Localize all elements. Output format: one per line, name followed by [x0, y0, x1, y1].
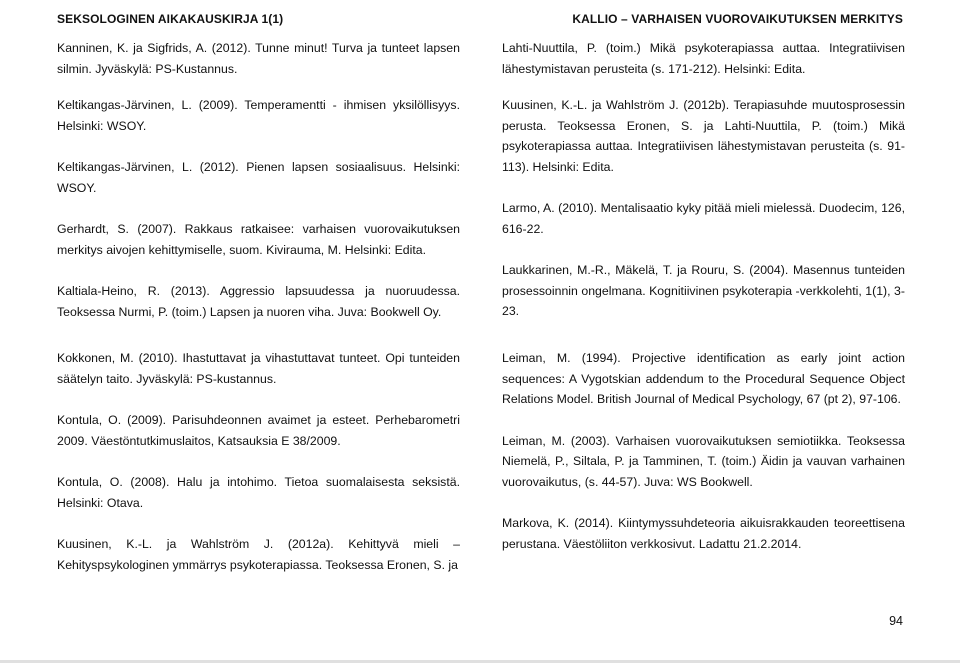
- reference-entry: Keltikangas-Järvinen, L. (2012). Pienen lapsen sosiaalisuus. Helsinki: WSOY.: [57, 160, 460, 195]
- reference-entry: Leiman, M. (1994). Projective identification as early joint action sequences: A Vygotskian addendum to the Procedural Sequence Object Relations Model. British Journal of Medical Psychology, 67 (pt 2), 97-106.: [502, 351, 905, 406]
- reference-entry: Markova, K. (2014). Kiintymyssuhdeteoria aikuisrakkauden teoreettisena perustana. Väestöliiton verkkosivut. Ladattu 21.2.2014.: [502, 516, 905, 551]
- reference-entry: Keltikangas-Järvinen, L. (2009). Temperamentti - ihmisen yksilöllisyys. Helsinki: WSOY.: [57, 98, 460, 133]
- reference-entry: Kontula, O. (2009). Parisuhdeonnen avaimet ja esteet. Perhebarometri 2009. Väestöntutkimuslaitos, Katsauksia E 38/2009.: [57, 413, 460, 448]
- reference-entry: Kuusinen, K.-L. ja Wahlström J. (2012b). Terapiasuhde muutosprosessin perusta. Teoksessa Eronen, S. ja Lahti-Nuuttila, P. (toim.) Mikä psykoterapiassa auttaa. Integratiivisen lähestymistavan perusteita (s. 91-113). Helsinki: Edita.: [502, 98, 905, 174]
- reference-column-top-left: [57, 38, 460, 79]
- reference-entry: Kuusinen, K.-L. ja Wahlström J. (2012a). Kehittyvä mieli – Kehityspsykologinen ymmärrys psykoterapiassa. Teoksessa Eronen, S. ja: [57, 537, 460, 572]
- reference-entry: Kokkonen, M. (2010). Ihastuttavat ja vihastuttavat tunteet. Opi tunteiden säätelyn taito. Jyväskylä: PS-kustannus.: [57, 351, 460, 386]
- journal-title: SEKSOLOGINEN AIKAKAUSKIRJA 1(1): [57, 12, 284, 26]
- reference-entry: Leiman, M. (2003). Varhaisen vuorovaikutuksen semiotiikka. Teoksessa Niemelä, P., Siltala, P. ja Tamminen, T. (toim.) Äidin ja vauvan varhainen vuorovaikutus, (s. 44-57). Juva: WS Bookwell.: [502, 433, 905, 489]
- reference-entry: Kanninen, K. ja Sigfrids, A. (2012). Tunne minut! Turva ja tunteet lapsen silmin. Jyväskylä: PS-Kustannus.: [57, 41, 460, 76]
- reference-entry: Kontula, O. (2008). Halu ja intohimo. Tietoa suomalaisesta seksistä. Helsinki: Otava.: [57, 475, 460, 510]
- reference-column-bottom-right: [502, 348, 905, 554]
- reference-entry: Larmo, A. (2010). Mentalisaatio kyky pitää mieli mielessä. Duodecim, 126, 616-22.: [502, 201, 905, 236]
- reference-column-bottom-left: [57, 348, 460, 575]
- article-running-title: KALLIO – VARHAISEN VUOROVAIKUTUKSEN MERKITYS: [572, 12, 903, 26]
- page-number: 94: [889, 614, 903, 628]
- reference-entry: Laukkarinen, M.-R., Mäkelä, T. ja Rouru, S. (2004). Masennus tunteiden prosessoinnin ongelmana. Kognitiivinen psykoterapia -verkkolehti, 1(1), 3-23.: [502, 263, 905, 318]
- reference-entry: Kaltiala-Heino, R. (2013). Aggressio lapsuudessa ja nuoruudessa. Teoksessa Nurmi, P. (toim.) Lapsen ja nuoren viha. Juva: Bookwell Oy.: [57, 284, 460, 319]
- reference-column-mid-left: [57, 95, 460, 322]
- reference-column-top-right: [502, 38, 905, 79]
- reference-column-mid-right: [502, 95, 905, 322]
- reference-entry: Lahti-Nuuttila, P. (toim.) Mikä psykoterapiassa auttaa. Integratiivisen lähestymistavan perusteita (s. 171-212). Helsinki: Edita.: [502, 41, 905, 76]
- reference-entry: Gerhardt, S. (2007). Rakkaus ratkaisee: varhaisen vuorovaikutuksen merkitys aivojen kehittymiselle, suom. Kivirauma, M. Helsinki: Edita.: [57, 222, 460, 257]
